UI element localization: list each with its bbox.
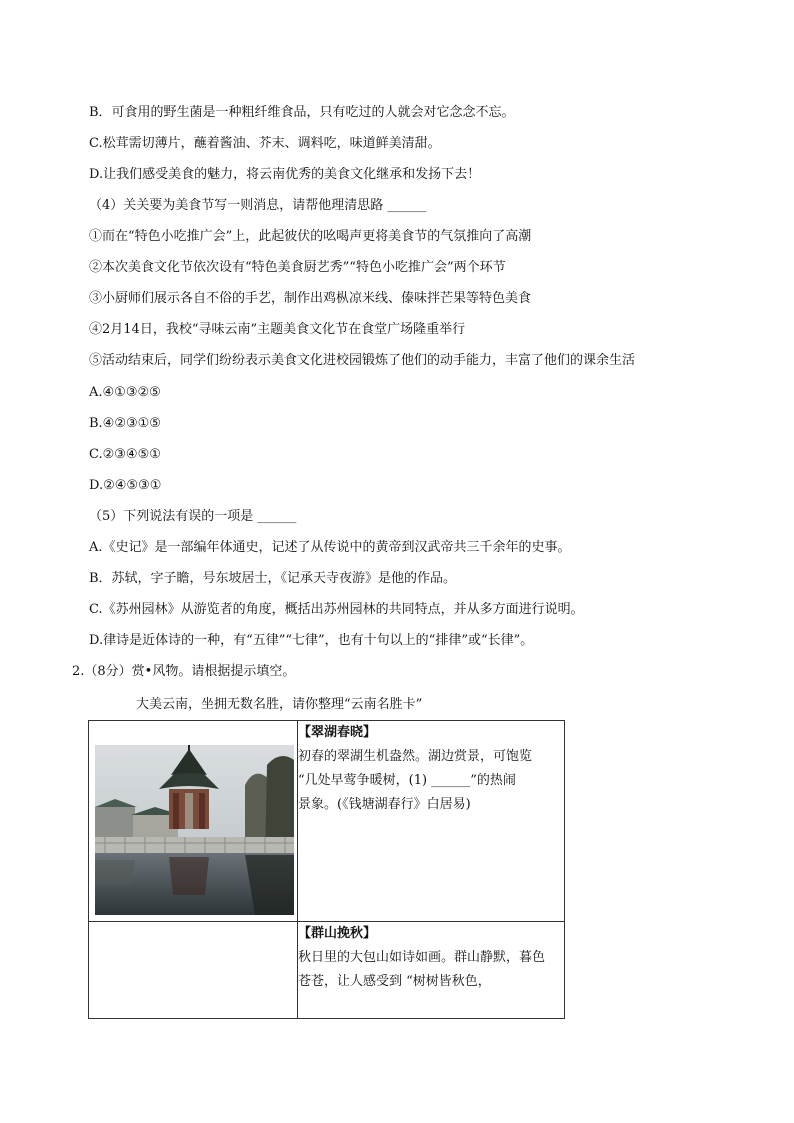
question-2: 2.（8分）赏•风物。请根据提示填空。: [72, 664, 296, 679]
option-d: D.让我们感受美食的魅力，将云南优秀的美食文化继承和发扬下去！: [89, 167, 481, 182]
answer-b4: B.④②③①⑤: [89, 416, 161, 431]
option-b: B．可食用的野生菌是一种粗纤维食品，只有吃过的人就会对它念念不忘。: [89, 105, 515, 120]
answer-d5: D.律诗是近体诗的一种，有“五律”“七律”，也有十句以上的“排律”或“长律”。: [89, 633, 534, 648]
cuihu-text-cell: [298, 721, 565, 922]
qunshan-text-cell: [298, 922, 565, 1019]
answer-b5: B．苏轼，字子瞻，号东坡居士，《记承天寺夜游》是他的作品。: [89, 571, 457, 586]
cuihu-line-3: 景象。(《钱塘湖春行》白居易): [298, 797, 471, 812]
qunshan-line-2: 苍苍，让人感受到 “树树皆秋色，: [298, 974, 491, 989]
qunshan-title: 【群山挽秋】: [298, 926, 377, 941]
answer-c5: C.《苏州园林》从游览者的角度，概括出苏州园林的共同特点，并从多方面进行说明。: [89, 602, 584, 617]
answer-d4: D.②④⑤③①: [89, 478, 162, 493]
answer-a4: A.④①③②⑤: [89, 385, 161, 400]
question-4: （4）关关要为美食节写一则消息，请帮他理清思路 ______: [89, 198, 427, 213]
cuihu-photo-cell: [89, 721, 298, 922]
sentence-1: ①而在“特色小吃推广会”上，此起彼伏的吆喝声更将美食节的气氛推向了高潮: [89, 229, 532, 244]
sentence-5: ⑤活动结束后，同学们纷纷表示美食文化进校园锻炼了他们的动手能力，丰富了他们的课余生活: [89, 353, 636, 368]
intro-line: 大美云南，坐拥无数名胜，请你整理“云南名胜卡”: [136, 697, 423, 712]
cuihu-line-2: “几处早莺争暖树，(1) ______”的热闹: [298, 773, 516, 788]
sentence-4: ④2月14日，我校“寻味云南”主题美食文化节在食堂广场隆重举行: [89, 322, 466, 337]
answer-c4: C.②③④⑤①: [89, 447, 161, 462]
cuihu-pavilion-photo: [95, 745, 294, 915]
cuihu-title: 【翠湖春晓】: [298, 725, 377, 740]
answer-a5: A.《史记》是一部编年体通史，记述了从传说中的黄帝到汉武帝共三千余年的史事。: [89, 540, 571, 555]
sentence-2: ②本次美食文化节依次设有“特色美食厨艺秀”“特色小吃推广会”两个环节: [89, 260, 506, 275]
question-5: （5）下列说法有误的一项是 ______: [89, 509, 297, 524]
option-c: C.松茸需切薄片，蘸着酱油、芥末、调料吃，味道鲜美清甜。: [89, 136, 441, 151]
cuihu-line-1: 初春的翠湖生机盎然。湖边赏景，可饱览: [298, 749, 533, 764]
scenic-card-table: [88, 720, 565, 1019]
sentence-3: ③小厨师们展示各自不俗的手艺，制作出鸡枞凉米线、傣味拌芒果等特色美食: [89, 291, 532, 306]
qunshan-photo-cell: [89, 922, 298, 1019]
qunshan-line-1: 秋日里的大包山如诗如画。群山静默，暮色: [298, 950, 546, 965]
